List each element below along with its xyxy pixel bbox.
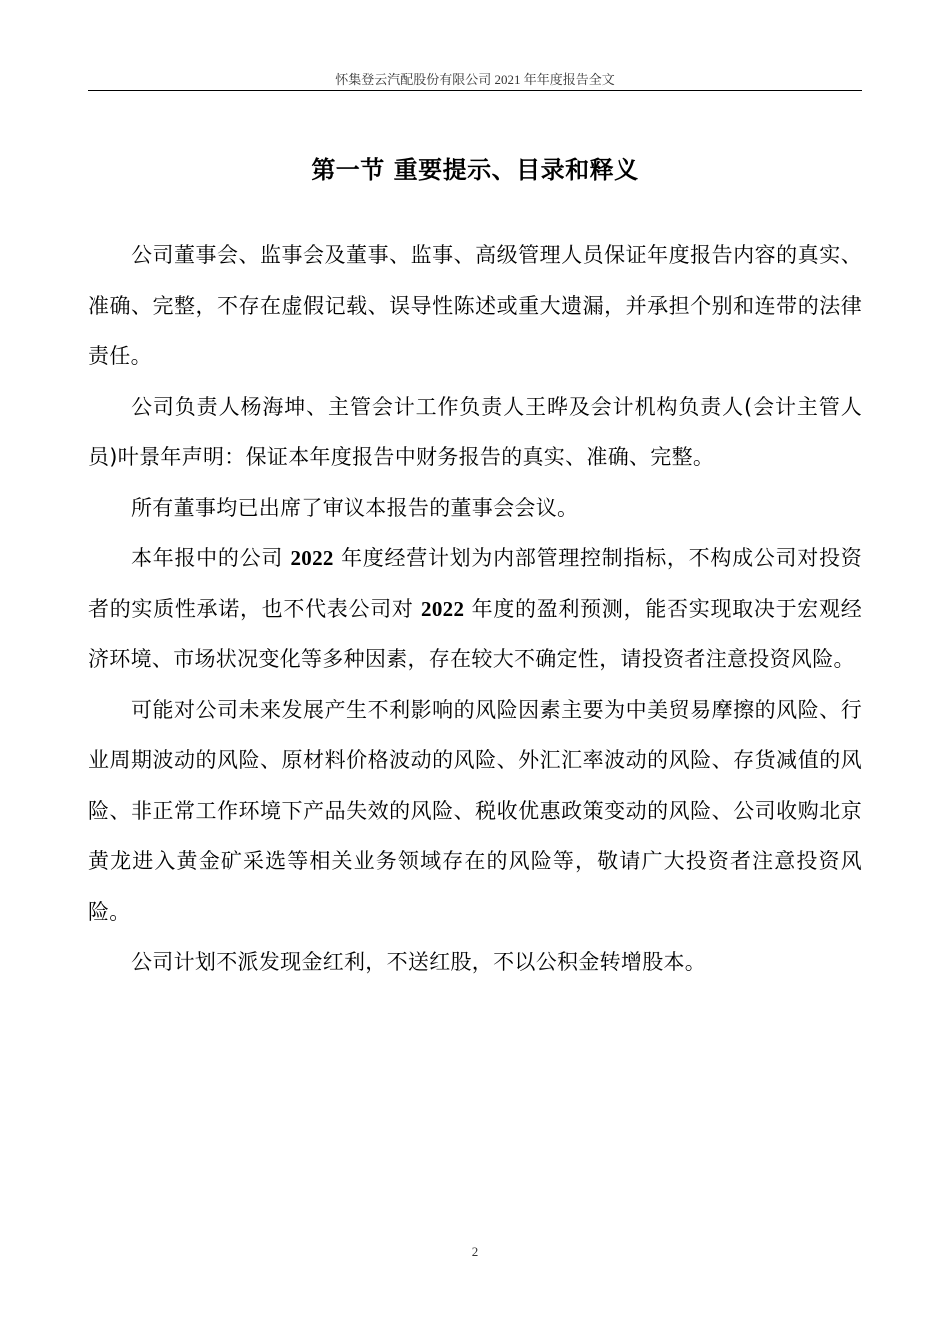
paragraph-dividend-plan: 公司计划不派发现金红利，不送红股，不以公积金转增股本。 — [131, 950, 707, 974]
text-segment: 本年报中的公司 — [131, 546, 291, 570]
paragraph-board-attendance: 所有董事均已出席了审议本报告的董事会会议。 — [131, 495, 579, 520]
paragraph-responsibility-statement: 公司董事会、监事会及董事、监事、高级管理人员保证年度报告内容的真实、准确、完整，不存在虚假记载、误导性陈述或重大遗漏，并承担个别和连带的法律责任。 — [88, 243, 862, 368]
year-number: 2022 — [290, 546, 334, 570]
section-title: 第一节 重要提示、目录和释义 — [311, 156, 639, 184]
header-divider — [88, 90, 862, 91]
paragraph-officers-declaration: 公司负责人杨海坤、主管会计工作负责人王晔及会计机构负责人(会计主管人员)叶景年声明：保证本年度报告中财务报告的真实、准确、完整。 — [88, 394, 862, 469]
body-text — [88, 230, 862, 988]
year-number: 2022 — [421, 596, 465, 621]
paragraph-risk-factors: 可能对公司未来发展产生不利影响的风险因素主要为中美贸易摩擦的风险、行业周期波动的风险、原材料价格波动的风险、外汇汇率波动的风险、存货减值的风险、非正常工作环境下产品失效的风险、税收优惠政策变动的风险、公司收购北京黄龙进入黄金矿采选等相关业务领域存在的风险等，敬请广大投资者注意投资风险。 — [88, 697, 862, 924]
running-header: 怀集登云汽配股份有限公司 2021 年年度报告全文 — [335, 72, 615, 87]
page-number: 2 — [471, 1244, 479, 1259]
text-segment: 年度经营计划为内部管理控制指标，不构成公司对投资者的实质性承诺，也不代表公司对 — [88, 546, 862, 621]
text-segment: 年度的盈利预测，能否实现取决于宏观经济环境、市场状况变化等多种因素，存在较大不确定性，请投资者注意投资风险。 — [88, 596, 863, 671]
paragraph-business-plan-disclaimer — [88, 533, 862, 685]
